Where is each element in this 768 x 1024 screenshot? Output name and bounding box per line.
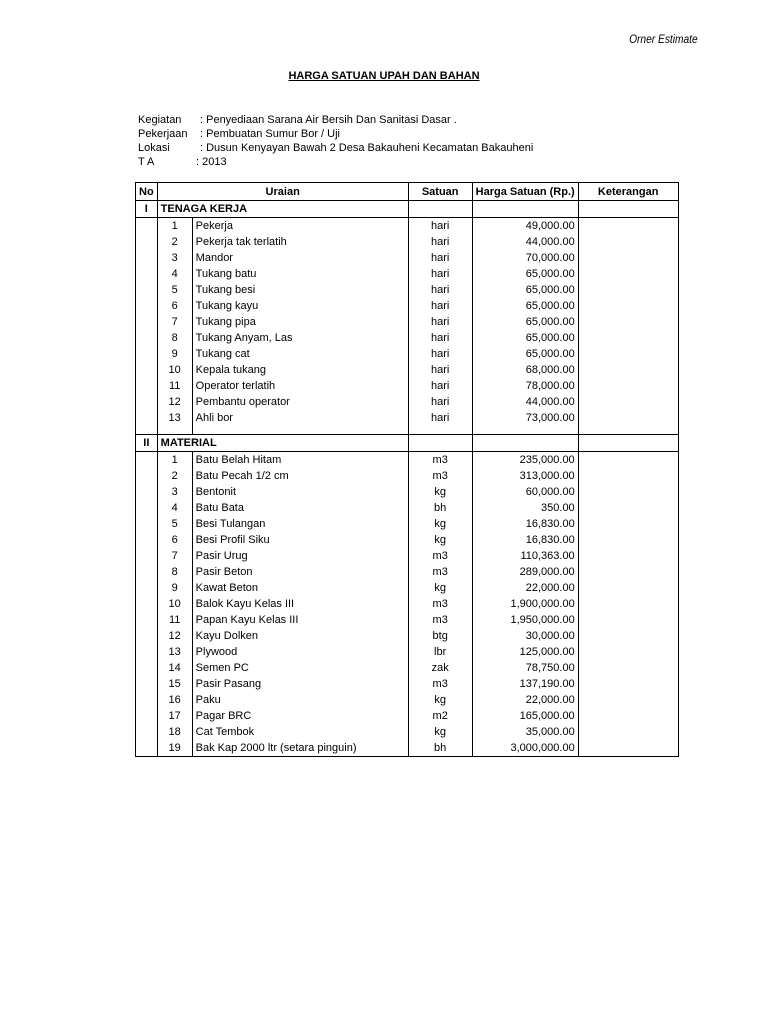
section-harga <box>472 435 578 452</box>
header-uraian: Uraian <box>157 183 408 201</box>
item-number: 2 <box>157 468 192 484</box>
section-row <box>136 201 679 218</box>
item-unit: m3 <box>408 596 472 612</box>
item-number: 8 <box>157 564 192 580</box>
item-number: 11 <box>157 612 192 628</box>
spacer-cell <box>157 426 192 435</box>
item-price: 44,000.00 <box>472 394 578 410</box>
item-number: 12 <box>157 628 192 644</box>
section-satuan <box>408 201 472 218</box>
item-name: Kepala tukang <box>192 362 408 378</box>
item-name: Kawat Beton <box>192 580 408 596</box>
item-unit: lbr <box>408 644 472 660</box>
item-price: 60,000.00 <box>472 484 578 500</box>
item-keterangan <box>578 298 678 314</box>
item-unit: kg <box>408 580 472 596</box>
table-row <box>136 628 679 644</box>
item-number: 13 <box>157 410 192 426</box>
item-number: 19 <box>157 740 192 757</box>
item-number: 6 <box>157 532 192 548</box>
item-unit: kg <box>408 724 472 740</box>
document-title: HARGA SATUAN UPAH DAN BAHAN <box>288 70 480 82</box>
table-row <box>136 692 679 708</box>
item-price: 313,000.00 <box>472 468 578 484</box>
info-value: : Dusun Kenyayan Bawah 2 Desa Bakauheni Kecamatan Bakauheni <box>200 142 534 154</box>
item-name: Semen PC <box>192 660 408 676</box>
item-keterangan <box>578 468 678 484</box>
table-row <box>136 612 679 628</box>
spacer-cell <box>408 426 472 435</box>
row-blank <box>136 708 158 724</box>
item-keterangan <box>578 234 678 250</box>
item-keterangan <box>578 282 678 298</box>
item-number: 1 <box>157 452 192 469</box>
item-name: Pasir Pasang <box>192 676 408 692</box>
item-price: 137,190.00 <box>472 676 578 692</box>
item-keterangan <box>578 516 678 532</box>
item-number: 15 <box>157 676 192 692</box>
item-number: 16 <box>157 692 192 708</box>
item-price: 235,000.00 <box>472 452 578 469</box>
item-name: Tukang besi <box>192 282 408 298</box>
info-value: : 2013 <box>196 156 227 168</box>
item-price: 22,000.00 <box>472 580 578 596</box>
section-satuan <box>408 435 472 452</box>
item-name: Pekerja tak terlatih <box>192 234 408 250</box>
item-name: Pembantu operator <box>192 394 408 410</box>
row-blank <box>136 740 158 757</box>
row-blank <box>136 362 158 378</box>
table-row <box>136 580 679 596</box>
section-number: II <box>136 435 158 452</box>
section-keterangan <box>578 201 678 218</box>
spacer-row <box>136 426 679 435</box>
item-unit: zak <box>408 660 472 676</box>
item-unit: m3 <box>408 564 472 580</box>
item-name: Papan Kayu Kelas III <box>192 612 408 628</box>
item-number: 2 <box>157 234 192 250</box>
section-keterangan <box>578 435 678 452</box>
section-number: I <box>136 201 158 218</box>
price-table <box>135 182 679 757</box>
row-blank <box>136 484 158 500</box>
item-price: 65,000.00 <box>472 266 578 282</box>
spacer-cell <box>578 426 678 435</box>
item-unit: hari <box>408 266 472 282</box>
section-row <box>136 435 679 452</box>
row-blank <box>136 628 158 644</box>
table-row <box>136 234 679 250</box>
item-keterangan <box>578 266 678 282</box>
section-title: TENAGA KERJA <box>157 201 408 218</box>
item-price: 16,830.00 <box>472 532 578 548</box>
item-unit: hari <box>408 362 472 378</box>
row-blank <box>136 692 158 708</box>
item-number: 6 <box>157 298 192 314</box>
header-satuan: Satuan <box>408 183 472 201</box>
row-blank <box>136 548 158 564</box>
item-number: 7 <box>157 548 192 564</box>
item-name: Tukang batu <box>192 266 408 282</box>
item-unit: m3 <box>408 612 472 628</box>
item-number: 9 <box>157 580 192 596</box>
row-blank <box>136 724 158 740</box>
item-price: 35,000.00 <box>472 724 578 740</box>
item-name: Ahli bor <box>192 410 408 426</box>
item-price: 125,000.00 <box>472 644 578 660</box>
info-row <box>138 155 533 169</box>
item-unit: hari <box>408 330 472 346</box>
table-header-row <box>136 183 679 201</box>
item-keterangan <box>578 612 678 628</box>
info-value: : Pembuatan Sumur Bor / Uji <box>200 128 341 140</box>
item-unit: hari <box>408 378 472 394</box>
row-blank <box>136 266 158 282</box>
table-body <box>136 201 679 757</box>
item-name: Cat Tembok <box>192 724 408 740</box>
item-price: 49,000.00 <box>472 218 578 235</box>
item-price: 22,000.00 <box>472 692 578 708</box>
item-price: 65,000.00 <box>472 314 578 330</box>
table-row <box>136 394 679 410</box>
row-blank <box>136 410 158 426</box>
item-unit: bh <box>408 500 472 516</box>
item-name: Tukang Anyam, Las <box>192 330 408 346</box>
item-name: Pasir Beton <box>192 564 408 580</box>
item-number: 1 <box>157 218 192 235</box>
item-name: Pasir Urug <box>192 548 408 564</box>
info-value: : Penyediaan Sarana Air Bersih Dan Sanitasi Dasar . <box>200 114 457 126</box>
item-keterangan <box>578 644 678 660</box>
item-keterangan <box>578 740 678 757</box>
item-number: 17 <box>157 708 192 724</box>
table-row <box>136 250 679 266</box>
item-price: 350.00 <box>472 500 578 516</box>
table-row <box>136 468 679 484</box>
item-number: 18 <box>157 724 192 740</box>
item-keterangan <box>578 676 678 692</box>
table-row <box>136 346 679 362</box>
item-price: 44,000.00 <box>472 234 578 250</box>
info-label: Kegiatan <box>138 114 182 126</box>
row-blank <box>136 596 158 612</box>
row-blank <box>136 580 158 596</box>
item-name: Tukang kayu <box>192 298 408 314</box>
item-keterangan <box>578 314 678 330</box>
header-keterangan: Keterangan <box>578 183 678 201</box>
item-keterangan <box>578 548 678 564</box>
item-unit: kg <box>408 516 472 532</box>
row-blank <box>136 660 158 676</box>
row-blank <box>136 250 158 266</box>
item-name: Kayu Dolken <box>192 628 408 644</box>
item-keterangan <box>578 250 678 266</box>
section-title: MATERIAL <box>157 435 408 452</box>
item-keterangan <box>578 580 678 596</box>
table-row <box>136 548 679 564</box>
table-row <box>136 740 679 757</box>
table-row <box>136 660 679 676</box>
item-keterangan <box>578 410 678 426</box>
table-row <box>136 500 679 516</box>
item-unit: bh <box>408 740 472 757</box>
item-name: Besi Tulangan <box>192 516 408 532</box>
item-unit: kg <box>408 532 472 548</box>
item-keterangan <box>578 362 678 378</box>
item-keterangan <box>578 346 678 362</box>
item-unit: hari <box>408 282 472 298</box>
item-price: 16,830.00 <box>472 516 578 532</box>
table-row <box>136 484 679 500</box>
row-blank <box>136 218 158 235</box>
row-blank <box>136 516 158 532</box>
item-name: Paku <box>192 692 408 708</box>
item-keterangan <box>578 500 678 516</box>
item-unit: hari <box>408 234 472 250</box>
row-blank <box>136 564 158 580</box>
item-price: 65,000.00 <box>472 330 578 346</box>
table-row <box>136 330 679 346</box>
table-row <box>136 564 679 580</box>
row-blank <box>136 298 158 314</box>
item-price: 3,000,000.00 <box>472 740 578 757</box>
item-unit: m3 <box>408 676 472 692</box>
item-unit: m3 <box>408 452 472 469</box>
table-row <box>136 218 679 235</box>
row-blank <box>136 676 158 692</box>
owner-estimate-label: Orner Estimate <box>629 32 698 46</box>
item-price: 68,000.00 <box>472 362 578 378</box>
project-info <box>138 113 533 169</box>
item-name: Balok Kayu Kelas III <box>192 596 408 612</box>
section-harga <box>472 201 578 218</box>
item-keterangan <box>578 708 678 724</box>
item-number: 3 <box>157 250 192 266</box>
row-blank <box>136 452 158 469</box>
item-number: 4 <box>157 500 192 516</box>
item-name: Batu Belah Hitam <box>192 452 408 469</box>
table-row <box>136 724 679 740</box>
row-blank <box>136 330 158 346</box>
item-price: 165,000.00 <box>472 708 578 724</box>
item-name: Plywood <box>192 644 408 660</box>
info-row <box>138 141 533 155</box>
item-number: 5 <box>157 516 192 532</box>
table-row <box>136 282 679 298</box>
item-number: 7 <box>157 314 192 330</box>
item-number: 12 <box>157 394 192 410</box>
table-row <box>136 452 679 469</box>
item-keterangan <box>578 692 678 708</box>
table-row <box>136 314 679 330</box>
item-name: Bak Kap 2000 ltr (setara pinguin) <box>192 740 408 757</box>
item-name: Batu Pecah 1/2 cm <box>192 468 408 484</box>
item-name: Mandor <box>192 250 408 266</box>
item-price: 70,000.00 <box>472 250 578 266</box>
table-row <box>136 362 679 378</box>
table-row <box>136 708 679 724</box>
item-name: Tukang pipa <box>192 314 408 330</box>
item-keterangan <box>578 394 678 410</box>
item-number: 5 <box>157 282 192 298</box>
table-row <box>136 266 679 282</box>
item-keterangan <box>578 378 678 394</box>
item-unit: hari <box>408 394 472 410</box>
item-unit: m3 <box>408 468 472 484</box>
item-name: Operator terlatih <box>192 378 408 394</box>
item-unit: hari <box>408 410 472 426</box>
info-row <box>138 113 533 127</box>
header-no: No <box>136 183 158 201</box>
item-number: 10 <box>157 596 192 612</box>
item-price: 30,000.00 <box>472 628 578 644</box>
row-blank <box>136 394 158 410</box>
item-number: 9 <box>157 346 192 362</box>
table-row <box>136 596 679 612</box>
item-name: Bentonit <box>192 484 408 500</box>
spacer-cell <box>192 426 408 435</box>
item-keterangan <box>578 330 678 346</box>
item-number: 11 <box>157 378 192 394</box>
item-name: Pekerja <box>192 218 408 235</box>
row-blank <box>136 314 158 330</box>
info-label: Lokasi <box>138 142 170 154</box>
item-unit: hari <box>408 314 472 330</box>
item-unit: m3 <box>408 548 472 564</box>
item-name: Tukang cat <box>192 346 408 362</box>
item-name: Pagar BRC <box>192 708 408 724</box>
table-row <box>136 644 679 660</box>
item-keterangan <box>578 660 678 676</box>
item-number: 10 <box>157 362 192 378</box>
table-row <box>136 298 679 314</box>
item-price: 78,750.00 <box>472 660 578 676</box>
spacer-cell <box>472 426 578 435</box>
item-price: 289,000.00 <box>472 564 578 580</box>
row-blank <box>136 346 158 362</box>
info-label: Pekerjaan <box>138 128 188 140</box>
header-harga: Harga Satuan (Rp.) <box>472 183 578 201</box>
item-keterangan <box>578 628 678 644</box>
item-number: 4 <box>157 266 192 282</box>
item-price: 1,900,000.00 <box>472 596 578 612</box>
table-row <box>136 410 679 426</box>
item-name: Besi Profil Siku <box>192 532 408 548</box>
item-keterangan <box>578 218 678 235</box>
row-blank <box>136 532 158 548</box>
table-row <box>136 532 679 548</box>
info-row <box>138 127 533 141</box>
item-keterangan <box>578 564 678 580</box>
item-keterangan <box>578 596 678 612</box>
item-unit: m2 <box>408 708 472 724</box>
item-price: 1,950,000.00 <box>472 612 578 628</box>
item-price: 65,000.00 <box>472 282 578 298</box>
item-price: 65,000.00 <box>472 298 578 314</box>
item-keterangan <box>578 484 678 500</box>
item-price: 73,000.00 <box>472 410 578 426</box>
item-name: Batu Bata <box>192 500 408 516</box>
item-unit: hari <box>408 298 472 314</box>
item-number: 3 <box>157 484 192 500</box>
item-keterangan <box>578 452 678 469</box>
row-blank <box>136 468 158 484</box>
row-blank <box>136 378 158 394</box>
item-price: 110,363.00 <box>472 548 578 564</box>
spacer-cell <box>136 426 158 435</box>
item-keterangan <box>578 724 678 740</box>
item-unit: hari <box>408 218 472 235</box>
item-number: 13 <box>157 644 192 660</box>
item-price: 78,000.00 <box>472 378 578 394</box>
item-unit: hari <box>408 346 472 362</box>
table-row <box>136 676 679 692</box>
row-blank <box>136 234 158 250</box>
item-price: 65,000.00 <box>472 346 578 362</box>
item-number: 14 <box>157 660 192 676</box>
item-unit: hari <box>408 250 472 266</box>
info-label: T A <box>138 156 155 168</box>
item-unit: kg <box>408 692 472 708</box>
item-number: 8 <box>157 330 192 346</box>
row-blank <box>136 500 158 516</box>
row-blank <box>136 612 158 628</box>
item-unit: kg <box>408 484 472 500</box>
table-row <box>136 516 679 532</box>
row-blank <box>136 644 158 660</box>
item-unit: btg <box>408 628 472 644</box>
row-blank <box>136 282 158 298</box>
item-keterangan <box>578 532 678 548</box>
table-row <box>136 378 679 394</box>
